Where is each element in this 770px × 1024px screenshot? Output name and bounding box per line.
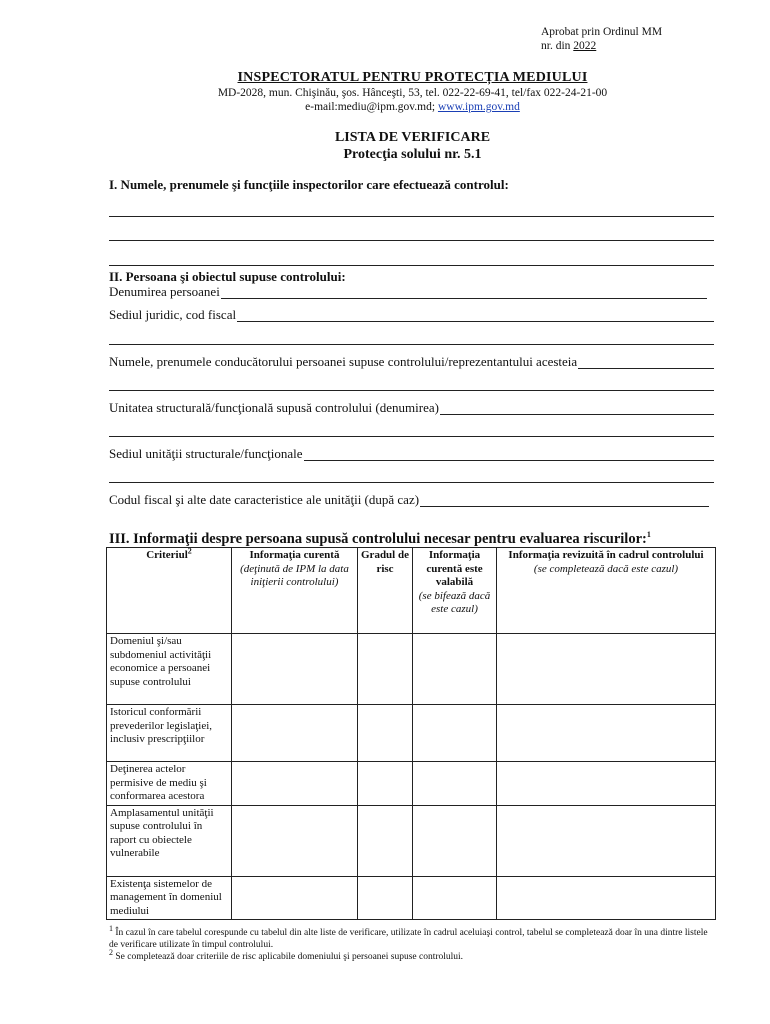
approval-note (541, 25, 662, 53)
approval-number-prefix: nr. din (541, 40, 574, 52)
current-info-cell[interactable] (232, 805, 358, 876)
section-2-heading: II. Persoana şi obiectul supuse controlului: (109, 269, 346, 284)
footnote-ref: 1 (646, 530, 651, 540)
organization-title: INSPECTORATUL PENTRU PROTECȚIA MEDIULUI (237, 70, 588, 85)
header-title: Criteriul (146, 549, 188, 561)
valid-check-cell[interactable] (413, 876, 497, 920)
fill-line[interactable] (578, 357, 714, 369)
table-row (107, 705, 716, 762)
footnote-1 (109, 923, 709, 951)
header-current-info (232, 548, 358, 634)
blank-line[interactable] (109, 390, 714, 391)
current-info-cell[interactable] (232, 705, 358, 762)
footnote-2 (109, 947, 709, 963)
organization-email: e-mail:mediu@ipm.gov.md; (305, 101, 438, 113)
organization-header (60, 69, 765, 114)
risk-assessment-table (106, 547, 716, 920)
inspector-blank-line[interactable] (109, 192, 714, 217)
fill-line[interactable] (420, 495, 709, 507)
current-info-cell[interactable] (232, 634, 358, 705)
header-title: Gradul de risc (361, 549, 409, 575)
table-row (107, 634, 716, 705)
field-unit-fiscal-code[interactable] (109, 492, 709, 507)
footnote-text: Se completează doar criteriile de risc aplicabile domeniului şi persoanei supuse controlului. (113, 952, 464, 962)
revised-info-cell[interactable] (497, 805, 716, 876)
criterion-cell: Istoricul conformării prevederilor legislaţiei, inclusiv prescripţiilor (107, 705, 232, 762)
organization-contacts (60, 100, 765, 114)
field-structural-unit[interactable] (109, 400, 714, 415)
fill-line[interactable] (440, 403, 714, 415)
approval-line-2 (541, 39, 662, 53)
header-note: (se completează dacă este cazul) (533, 562, 679, 575)
document-title (60, 129, 765, 163)
risk-degree-cell[interactable] (358, 762, 413, 806)
blank-line[interactable] (109, 436, 714, 437)
fill-line[interactable] (221, 287, 707, 299)
header-note: (se bifează dacă este cazul) (418, 589, 491, 615)
field-label: Sediul juridic, cod fiscal (109, 307, 237, 322)
section-1-blank-lines (109, 192, 714, 266)
organization-website-link[interactable]: www.ipm.gov.md (437, 101, 520, 113)
field-person-name[interactable] (109, 284, 707, 299)
footnotes (109, 923, 709, 963)
field-legal-address[interactable] (109, 307, 714, 322)
revised-info-cell[interactable] (497, 705, 716, 762)
header-title: Informaţia revizuită în cadrul controlului (508, 549, 704, 561)
table-row (107, 805, 716, 876)
footnote-text: În cazul în care tabelul corespunde cu tabelul din alte liste de verificare, utilizate în cadrul aceluiaşi control, tabelul se completează doar în una dintre listele de verificare utilizate în timpul controlului. (109, 928, 708, 950)
criterion-cell: Domeniul şi/sau subdomeniul activităţii economice a persoanei supuse controlului (107, 634, 232, 705)
revised-info-cell[interactable] (497, 634, 716, 705)
field-label: Numele, prenumele conducătorului persoanei supuse controlului/reprezentantului acesteia (109, 354, 578, 369)
field-label: Unitatea structurală/funcţională supusă controlului (denumirea) (109, 400, 439, 415)
risk-degree-cell[interactable] (358, 805, 413, 876)
section-1-heading: I. Numele, prenumele şi funcţiile inspectorilor care efectuează controlul: (109, 177, 509, 192)
header-risk-degree (358, 548, 413, 634)
revised-info-cell[interactable] (497, 876, 716, 920)
revised-info-cell[interactable] (497, 762, 716, 806)
criterion-cell: Existenţa sistemelor de management în domeniul mediului (107, 876, 232, 920)
table-row (107, 762, 716, 806)
current-info-cell[interactable] (232, 876, 358, 920)
fill-line[interactable] (304, 449, 714, 461)
criterion-cell: Amplasamentul unităţii supuse controlului în raport cu obiectele vulnerabile (107, 805, 232, 876)
current-info-cell[interactable] (232, 762, 358, 806)
risk-degree-cell[interactable] (358, 876, 413, 920)
footnote-mark: 2 (109, 947, 113, 957)
approval-year: 2022 (573, 40, 597, 52)
table-header-row (107, 548, 716, 634)
document-title-line-2: Protecţia solului nr. 5.1 (343, 147, 482, 162)
document-title-line-1: LISTA DE VERIFICARE (334, 130, 491, 145)
field-label: Denumirea persoanei (109, 284, 220, 299)
fill-line[interactable] (237, 310, 714, 322)
field-label: Sediul unităţii structurale/funcţionale (109, 446, 303, 461)
footnote-ref: 2 (187, 546, 192, 556)
valid-check-cell[interactable] (413, 805, 497, 876)
blank-line[interactable] (109, 344, 714, 345)
organization-address: MD-2028, mun. Chişinău, şos. Hânceşti, 53, tel. 022-22-69-41, tel/fax 022-24-21-00 (217, 87, 608, 99)
valid-check-cell[interactable] (413, 634, 497, 705)
inspector-blank-line[interactable] (109, 241, 714, 266)
criterion-cell: Deţinerea actelor permisive de mediu şi conformarea acestora (107, 762, 232, 806)
header-revised-info (497, 548, 716, 634)
valid-check-cell[interactable] (413, 762, 497, 806)
header-note: (deţinută de IPM la data iniţierii controlului) (240, 562, 349, 588)
footnote-mark: 1 (109, 923, 113, 933)
field-manager-name[interactable] (109, 354, 714, 369)
risk-degree-cell[interactable] (358, 705, 413, 762)
section-3-heading-text: III. Informaţii despre persoana supusă controlului necesar pentru evaluarea riscurilor: (109, 531, 647, 547)
header-criterion (107, 548, 232, 634)
inspector-blank-line[interactable] (109, 217, 714, 242)
header-info-valid (413, 548, 497, 634)
field-label: Codul fiscal şi alte date caracteristice ale unităţii (după caz) (109, 492, 420, 507)
header-title: Informaţia curentă (249, 549, 340, 561)
approval-line-1: Aprobat prin Ordinul MM (541, 26, 663, 38)
table-row (107, 876, 716, 920)
field-unit-address[interactable] (109, 446, 714, 461)
risk-degree-cell[interactable] (358, 634, 413, 705)
valid-check-cell[interactable] (413, 705, 497, 762)
header-title: Informaţia curentă este valabilă (426, 549, 483, 588)
blank-line[interactable] (109, 482, 714, 483)
